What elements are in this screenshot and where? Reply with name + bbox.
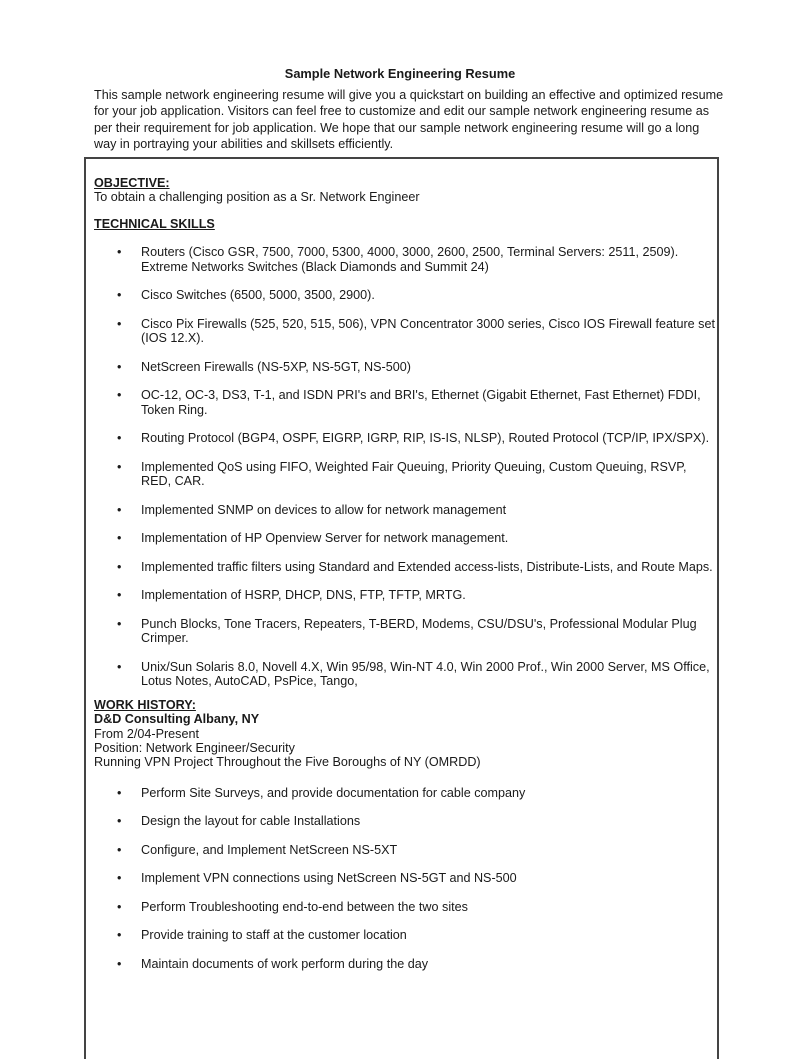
work-section — [94, 698, 714, 770]
bullet-icon: • — [117, 388, 122, 403]
bullet-icon: • — [117, 588, 122, 603]
list-item — [94, 431, 716, 446]
bullet-icon: • — [117, 531, 122, 546]
list-item-text: Maintain documents of work perform during the day — [141, 956, 428, 971]
list-item — [94, 786, 716, 801]
bullet-icon: • — [117, 899, 122, 914]
list-item-text: Provide training to staff at the customer location — [141, 928, 407, 943]
resume-body — [94, 176, 714, 985]
bullet-icon: • — [117, 871, 122, 886]
list-item — [94, 900, 716, 915]
bullet-icon: • — [117, 288, 122, 303]
bullet-icon: • — [117, 559, 122, 574]
list-item-text: Perform Troubleshooting end-to-end between the two sites — [141, 899, 468, 914]
list-item-text: Configure, and Implement NetScreen NS-5XT — [141, 842, 398, 857]
skills-heading: TECHNICAL SKILLS — [94, 216, 215, 231]
list-item-text: Implemented QoS using FIFO, Weighted Fair Queuing, Priority Queuing, Custom Queuing, RSVP, RED, CAR. — [141, 459, 687, 489]
list-item-text: Punch Blocks, Tone Tracers, Repeaters, T-BERD, Modems, CSU/DSU's, Professional Modular Plug Crimper. — [141, 616, 697, 646]
list-item — [94, 245, 716, 274]
list-item — [94, 957, 716, 972]
list-item — [94, 531, 716, 546]
bullet-icon: • — [117, 431, 122, 446]
list-item-text: Implement VPN connections using NetScreen NS-5GT and NS-500 — [141, 871, 517, 886]
list-item — [94, 503, 716, 518]
list-item — [94, 660, 716, 689]
bullet-icon: • — [117, 502, 122, 517]
bullet-icon: • — [117, 842, 122, 857]
document-title: Sample Network Engineering Resume — [284, 66, 516, 81]
list-item-text: OC-12, OC-3, DS3, T-1, and ISDN PRI's and BRI's, Ethernet (Gigabit Ethernet, Fast Ethernet) FDDI, Token Ring. — [141, 388, 701, 417]
list-item — [94, 871, 716, 886]
list-item — [94, 814, 716, 829]
list-item-text: Implemented traffic filters using Standard and Extended access-lists, Distribute-Lists, and Route Maps. — [141, 559, 713, 574]
list-item-text: Routing Protocol (BGP4, OSPF, EIGRP, IGRP, RIP, IS-IS, NLSP), Routed Protocol (TCP/IP, IPX/SPX). — [141, 431, 710, 446]
objective-section — [94, 176, 714, 205]
list-item-text: Perform Site Surveys, and provide documentation for cable company — [141, 785, 526, 800]
list-item-text: Routers (Cisco GSR, 7500, 7000, 5300, 4000, 3000, 2600, 2500, Terminal Servers: 2511, 2509). Extreme Networks Switches (Black Diamonds and Summit 24) — [141, 245, 679, 274]
list-item-text: NetScreen Firewalls (NS-5XP, NS-5GT, NS-500) — [141, 359, 411, 374]
list-item — [94, 317, 716, 346]
list-item-text: Cisco Pix Firewalls (525, 520, 515, 506), VPN Concentrator 3000 series, Cisco IOS Firewall feature set (IOS 12.X). — [141, 316, 715, 346]
bullet-icon: • — [117, 928, 122, 943]
list-item — [94, 843, 716, 858]
list-item-text: Design the layout for cable Installations — [141, 814, 361, 829]
list-item-text: Unix/Sun Solaris 8.0, Novell 4.X, Win 95/98, Win-NT 4.0, Win 2000 Prof., Win 2000 Server, MS Office, Lotus Notes, AutoCAD, PsPice, Tango, — [141, 659, 710, 689]
list-item-text: Implemented SNMP on devices to allow for network management — [141, 502, 507, 517]
list-item — [94, 388, 716, 417]
list-item-text: Cisco Switches (6500, 5000, 3500, 2900). — [141, 288, 375, 303]
bullet-icon: • — [117, 785, 122, 800]
list-item-text: Implementation of HP Openview Server for network management. — [141, 531, 509, 546]
objective-heading: OBJECTIVE: — [94, 176, 170, 190]
work-company: D&D Consulting Albany, NY — [94, 712, 260, 727]
work-project: Running VPN Project Throughout the Five Boroughs of NY (OMRDD) — [94, 755, 481, 770]
bullet-icon: • — [117, 245, 122, 260]
bullet-icon: • — [117, 316, 122, 331]
bullet-icon: • — [117, 359, 122, 374]
skills-list — [94, 245, 714, 689]
list-item — [94, 928, 716, 943]
list-item — [94, 617, 716, 646]
bullet-icon: • — [117, 616, 122, 631]
work-dates: From 2/04-Present — [94, 726, 199, 741]
bullet-icon: • — [117, 814, 122, 829]
work-duties-list — [94, 786, 714, 972]
bullet-icon: • — [117, 459, 122, 474]
list-item — [94, 560, 716, 575]
list-item — [94, 288, 716, 303]
intro-paragraph: This sample network engineering resume will give you a quickstart on building an effective and optimized resume for your job application. Visitors can feel free to customize and edit our sample network engineering resume as per their requirement for job application. We hope that our sample network engineering resume will go a long way in portraying your abilities and skillsets efficiently. — [94, 88, 724, 151]
list-item — [94, 360, 716, 375]
list-item — [94, 460, 716, 489]
list-item-text: Implementation of HSRP, DHCP, DNS, FTP, TFTP, MRTG. — [141, 588, 466, 603]
bullet-icon: • — [117, 659, 122, 674]
bullet-icon: • — [117, 956, 122, 971]
work-heading: WORK HISTORY: — [94, 697, 196, 712]
list-item — [94, 588, 716, 603]
work-position: Position: Network Engineer/Security — [94, 740, 295, 755]
objective-text: To obtain a challenging position as a Sr. Network Engineer — [94, 190, 420, 205]
